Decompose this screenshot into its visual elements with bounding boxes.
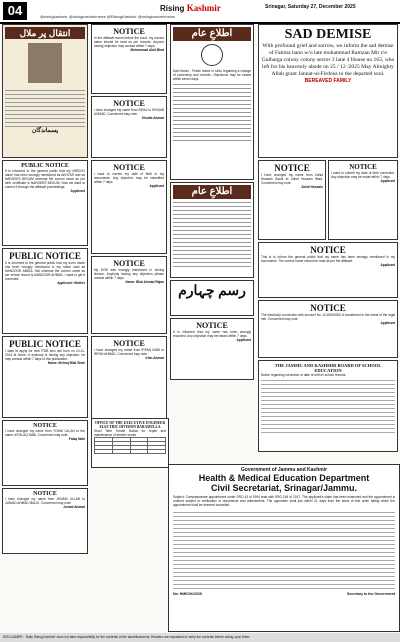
ittila-body: Daril Aman - Public notice in Urdu regarding a change of ownership and records. Objections may be raised within seven days. [173,69,251,81]
board-text-lines [261,377,395,435]
notice-sign: Zahid Hussain [301,185,324,189]
health-dept-order [168,464,400,632]
notice-title: NOTICE [196,321,228,330]
ittila-title: اطلاعِ عام [173,27,251,41]
notice-1 [2,160,88,246]
notice-sign: Irfan Ahmad [145,356,164,360]
rasm-title: رسم چہارم [178,284,246,299]
notice-body: I have changed my name from YONIK ULLAH to the name of FALAQ NABI. Concerned may note. [5,429,85,437]
notice-title: NOTICE [274,163,310,173]
notice-title: NOTICE [349,163,377,171]
ittila-title: اطلاعِ عام [173,185,251,199]
page-number: 04 [3,2,27,20]
office-name: Civil Secretariat, Srinagar/Jammu. [210,483,358,493]
order-text-lines [173,509,395,591]
notice-row [258,160,398,242]
notice-body: I have changed my name from SIRAJ to SHOAIB AHMAD. Concerned may note. [94,108,164,116]
sad-demise-box [258,24,398,158]
order-signatory: Secretary to the Government [346,592,395,596]
column-4 [258,24,398,454]
tender-title: OFFICE OF THE EXECUTIVE ENGINEER ELECTRIC DIVISION BARAMULLA [94,421,166,429]
obituary-title: انتقال پر ملال [5,27,85,39]
sad-demise-body: With profound grief and sorrow, we inform the sad demise of Fatima bano w/o late mohammad Ramzan Mir r/o Gulbarga colony colony sector 3 lane 4 House no 163, who left for his heavenly abode on 25 / 12 /2025 May Almighty Allah grant Jannat-ul-Firdous to the departed soul. [261,43,395,77]
notice-title: NOTICE [113,163,145,172]
notice-body: In the affidavit sworn before the court, my correct name should be read as per records. Anyone having objection may contact within 7 days. [94,36,164,48]
notice-title: NOTICE [113,259,145,268]
notice-sign: Muhammad Abid Bhat [130,48,164,52]
column-3 [170,24,254,382]
tender-body: Short Term Tender Notice for repair and maintenance of electric works. [94,429,166,437]
notice-12 [258,160,326,240]
brand-name: Kashmir [186,3,221,13]
notice-4 [2,420,88,486]
obituary-text [5,87,85,127]
seal-emblem [201,44,223,66]
notice-5 [2,488,88,554]
notice-2 [2,248,88,334]
notice-body: I want to apply for new ITDB who are born on 10-11-2014 at home. If anybody is having any objection, he may contact within 7 days of this publication. [5,349,85,361]
tender-table [94,437,166,454]
notice-sign: Applicant [149,184,164,188]
sad-demise-title: SAD DEMISE [284,27,372,42]
notice-body: The electricity connection with account No. G100050000 is transferred in the name of the legal heir. Concerned may note. [261,313,395,321]
notice-title: NOTICE [33,423,57,429]
notice-body: I want to correct my date of birth in my documents. Any objection may be submitted within 7 days. [94,172,164,184]
order-body: Subject: Compassionate appointment under SRO 43 of 1994 read with SRO 164 of 2017. The applicant's claim has been examined and the appointment is ordered subject to verification of documents and antecedents. The appointee shall join within 21 days from the issue of this order failing which the appointment shall be deemed cancelled. [173,495,395,507]
notice-14 [258,242,398,298]
notice-sign: Falaq Nabi [68,437,85,441]
tender-notice [91,418,169,468]
notice-sign: Applicant [380,179,395,183]
notice-title: NOTICE [33,491,57,497]
notice-body: I have changed my name from JUNAID ULLAH to JUNAID AHMAD MALIK. Concerned may note. [5,497,85,505]
notice-title: PUBLIC NOTICE [21,163,69,169]
notice-sign: Applicant / Mother [57,281,85,285]
column-2 [91,24,167,424]
notice-sign: Applicant [236,338,251,342]
ittila-text-lines [173,81,251,141]
social-handles: @risingkashmir @risingkashmirnews @RisingKashmir @risingkashmirnews [40,14,175,19]
notice-title: NOTICE [113,339,145,348]
notice-body: I want to submit my date of birth correction. Any objection may be made within 7 days. [331,171,395,179]
notice-11 [170,318,254,380]
notice-title: PUBLIC NOTICE [9,251,81,261]
notice-body: I have changed my name from IRFAN NABI to IRFAN AHMAD. Concerned may note. [94,348,164,356]
ittila-aam-box-2 [170,182,254,278]
ittila-text-lines [173,199,251,269]
notice-body: This is to inform the general public that my name has been wrongly mentioned in my documents. The correct name should be read as per the affidavit. [261,255,395,263]
notice-title: PUBLIC NOTICE [9,339,81,349]
order-signature-row [169,591,399,597]
notice-title: NOTICE [113,99,145,108]
notice-sign: Name: Mehraj Bilal Shah [47,361,85,365]
notice-8 [91,160,167,254]
brand-prefix: Rising [160,4,185,13]
notice-15 [258,300,398,358]
notice-sign: Applicant [380,263,395,267]
rasm-chaharum [170,280,254,316]
notice-title: NOTICE [310,303,346,313]
notice-body: It is informed to the general public that my son's name has been wrongly mentioned in my ration card as MANZOOR ABDUL HAI whereas the correct name as per school record is MANZOOR AHMAD. I want to get it corrected. [5,261,85,281]
page-header [0,0,400,24]
notice-10 [91,336,167,422]
notice-6 [91,24,167,94]
column-1 [2,24,88,556]
date-line: Srinagar, Saturday 27, December 2025 [265,4,356,10]
disclaimer-footer: DISCLAIMER : 'Daily Rising Kashmir' does not take responsibility for the contents of the advertisements. Readers are requested to verify the contents before acting upon them. [0,633,400,642]
notice-sign: Junaid Ahmad [63,505,85,509]
ittila-aam-box [170,24,254,180]
obituary-box [2,24,88,158]
board-body: Notice regarding correction of date of birth in school records. [261,373,347,377]
dept-name: Health & Medical Education Department [198,473,370,483]
order-number: No: HME/JK/2025 [173,592,202,596]
notice-sign: Applicant [380,321,395,325]
obituary-footer: پسماندگان [31,128,59,134]
notice-3 [2,336,88,418]
notice-13 [328,160,398,240]
notice-body: It is informed that my name has been wrongly recorded. Any objection may be raised within 7 days. [173,330,251,338]
notice-body: It is informed to the general public that my NRS/OG name has been wrongly mentioned as AKHTAR and as NARGEES BEGUM whereas the correct name as per birth certificate is NARGEES BEGUM. Now we want to correct it through the affidavit proceedings. [5,169,85,189]
portrait-photo [28,43,62,83]
notice-title: NOTICE [310,245,346,255]
notice-body: I have changed my name from Zahid Hussain Ganie to Zahid Hussain Wani. Concerned may note. [261,173,324,185]
brand [160,3,221,13]
notice-sign: Applicant [70,189,85,193]
notice-9 [91,256,167,334]
sad-demise-sign: BEREAVED FAMILY [304,78,352,84]
govt-name: Government of Jammu and Kashmir [240,467,328,473]
notice-body: My DOB was wrongly mentioned in driving licence. Anybody having any objection please contact within 7 days. [94,268,164,280]
notice-7 [91,96,167,158]
board-notice [258,360,398,452]
notice-sign: Shoaib Ahmad [141,116,164,120]
notice-title: NOTICE [113,27,145,36]
board-title: THE JAMMU AND KASHMIR BOARD OF SCHOOL EDUCATION [274,363,382,373]
notice-sign: Name: Bilal Ahmad Rajan [125,280,164,284]
